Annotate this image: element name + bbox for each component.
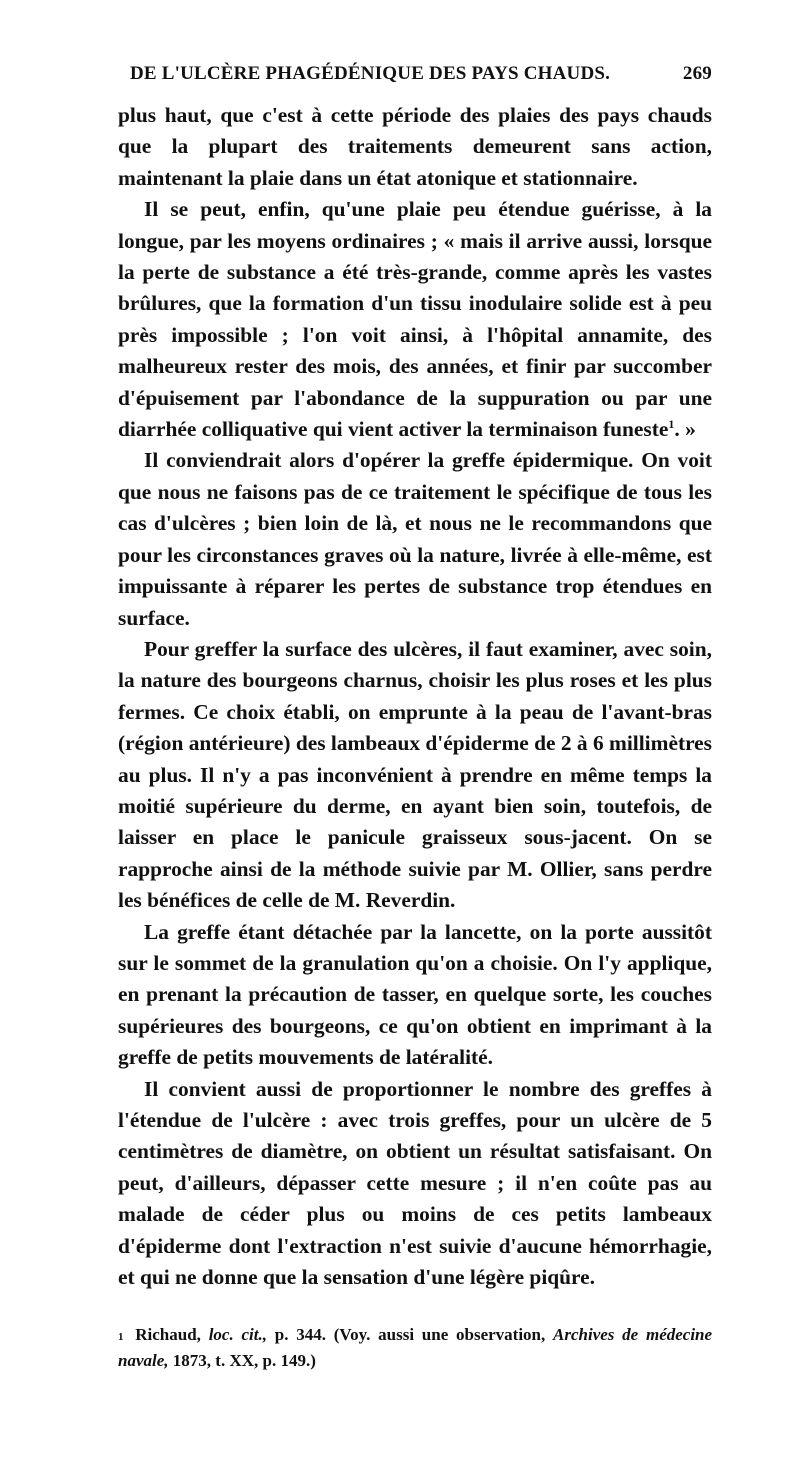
paragraph-2-text: Il se peut, enfin, qu'une plaie peu étendue guérisse, à la longue, par les moyens ordinaires ; « mais il arrive aussi, lorsque la perte de substance a été très-grande, comme après les vastes brûlures, que la formation d'un tissu inodulaire solide est à peu près impossible ; l'on voit ainsi, à l'hôpital annamite, des malheureux rester des mois, des années, et finir par succomber d'épuisement par l'abondance de la suppuration ou par une diarrhée colliquative qui vient activer la terminaison funeste bbox=[118, 197, 712, 442]
footnote-text-a: p. 344. (Voy. aussi une observation, bbox=[274, 1325, 546, 1344]
footnote-marker: 1 bbox=[118, 1331, 124, 1343]
paragraph-6: Il convient aussi de proportionner le nombre des greffes à l'étendue de l'ulcère : avec trois greffes, pour un ulcère de 5 centimètres de diamètre, on obtient un résultat satisfaisant. On peut, d'ailleurs, dépasser cette mesure ; il n'en coûte pas au malade de céder plus ou moins de ces petits lambeaux d'épiderme dont l'extraction n'est suivie d'aucune hémorrhagie, et qui ne donne que la sensation d'une légère piqûre. bbox=[118, 1076, 712, 1290]
running-title: DE L'ULCÈRE PHAGÉDÉNIQUE DES PAYS CHAUDS. bbox=[130, 63, 611, 84]
paragraph-1: plus haut, que c'est à cette période des plaies des pays chauds que la plupart des traitements demeurent sans action, maintenant la plaie dans un état atonique et stationnaire. bbox=[118, 103, 712, 190]
footnote-reference: 1 bbox=[668, 416, 675, 431]
footnote-journal: Archives de médecine navale, bbox=[118, 1325, 713, 1370]
paragraph-2 bbox=[118, 194, 712, 445]
footnote-author: Richaud, bbox=[135, 1325, 201, 1344]
body-text bbox=[118, 100, 712, 1293]
footnote-text-b: 1873, t. XX, p. 149.) bbox=[172, 1351, 316, 1370]
paragraph-5: La greffe étant détachée par la lancette, on la porte aussitôt sur le sommet de la granulation qu'on a choisie. On l'y applique, en prenant la précaution de tasser, en quelque sorte, les couches supérieures des bourgeons, ce qu'on obtient en imprimant à la greffe de petits mouvements de latéralité. bbox=[118, 919, 712, 1070]
quote-close: . » bbox=[674, 417, 696, 442]
footnote-loc-cit: loc. cit., bbox=[208, 1325, 267, 1344]
page-number: 269 bbox=[682, 63, 712, 84]
paragraph-3: Il conviendrait alors d'opérer la greffe épidermique. On voit que nous ne faisons pas de ce traitement le spécifique de tous les cas d'ulcères ; bien loin de là, et nous ne le recommandons que pour les circonstances graves où la nature, livrée à elle-même, est impuissante à réparer les pertes de substance trop étendues en surface. bbox=[118, 448, 712, 630]
footnote bbox=[118, 1322, 712, 1374]
paragraph-4: Pour greffer la surface des ulcères, il faut examiner, avec soin, la nature des bourgeons charnus, choisir les plus roses et les plus fermes. Ce choix établi, on emprunte à la peau de l'avant-bras (région antérieure) des lambeaux d'épiderme de 2 à 6 millimètres au plus. Il n'y a pas inconvénient à prendre en même temps la moitié supérieure du derme, en ayant bien soin, toutefois, de laisser en place le panicule graisseux sous-jacent. On se rapproche ainsi de la méthode suivie par M. Ollier, sans perdre les bénéfices de celle de M. Reverdin. bbox=[118, 636, 712, 913]
